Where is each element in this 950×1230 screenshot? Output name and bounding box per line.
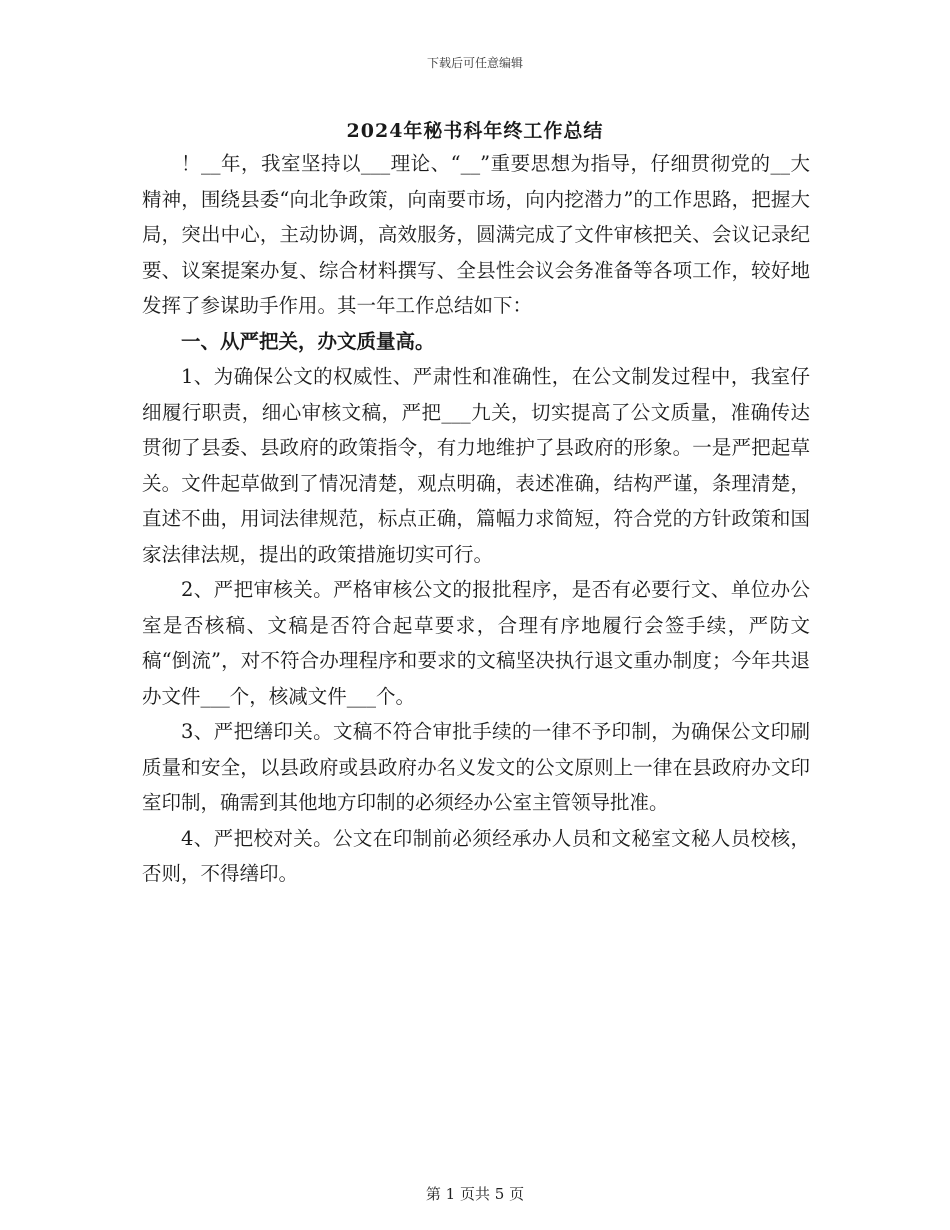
body-paragraph: 3、严把缮印关。文稿不符合审批手续的一律不予印制，为确保公文印刷质量和安全，以县政府或县政府办名义发文的公文原则上一律在县政府办文印室印制，确需到其他地方印制的必须经办公室主管领导批准。 — [142, 720, 810, 814]
page-indicator: 第 1 页共 5 页 — [425, 1185, 525, 1203]
section-heading: 一、从严把关，办文质量高。 — [181, 329, 435, 353]
body-paragraph: 1、为确保公文的权威性、严肃性和准确性，在公文制发过程中，我室仔细履行职责，细心审核文稿，严把___九关，切实提高了公文质量，准确传达贯彻了县委、县政府的政策指令，有力地维护了县政府的形象。一是严把起草关。文件起草做到了情况清楚，观点明确，表述准确，结构严谨，条理清楚，直述不曲，用词法律规范，标点正确，篇幅力求简短，符合党的方针政策和国家法律法规，提出的政策措施切实可行。 — [142, 365, 810, 566]
document-body — [142, 146, 810, 892]
document-title: 2024年秘书科年终工作总结 — [346, 120, 604, 142]
body-paragraph: 4、严把校对关。公文在印制前必须经承办人员和文秘室文秘人员校核，否则，不得缮印。 — [142, 826, 810, 885]
intro-paragraph: ！__年，我室坚持以___理论、“__”重要思想为指导，仔细贯彻党的__大精神，围绕县委“向北争政策，向南要市场，向内挖潜力”的工作思路，把握大局，突出中心，主动协调，高效服务，圆满完成了文件审核把关、会议记录纪要、议案提案办复、综合材料撰写、全县性会议会务准备等各项工作，较好地发挥了参谋助手作用。其一年工作总结如下： — [142, 152, 810, 317]
header-note: 下载后可任意编辑 — [426, 56, 523, 70]
body-paragraph: 2、严把审核关。严格审核公文的报批程序，是否有必要行文、单位办公室是否核稿、文稿是否符合起草要求，合理有序地履行会签手续，严防文稿“倒流”，对不符合办理程序和要求的文稿坚决执行退文重办制度；今年共退办文件___个，核减文件___个。 — [142, 578, 810, 708]
